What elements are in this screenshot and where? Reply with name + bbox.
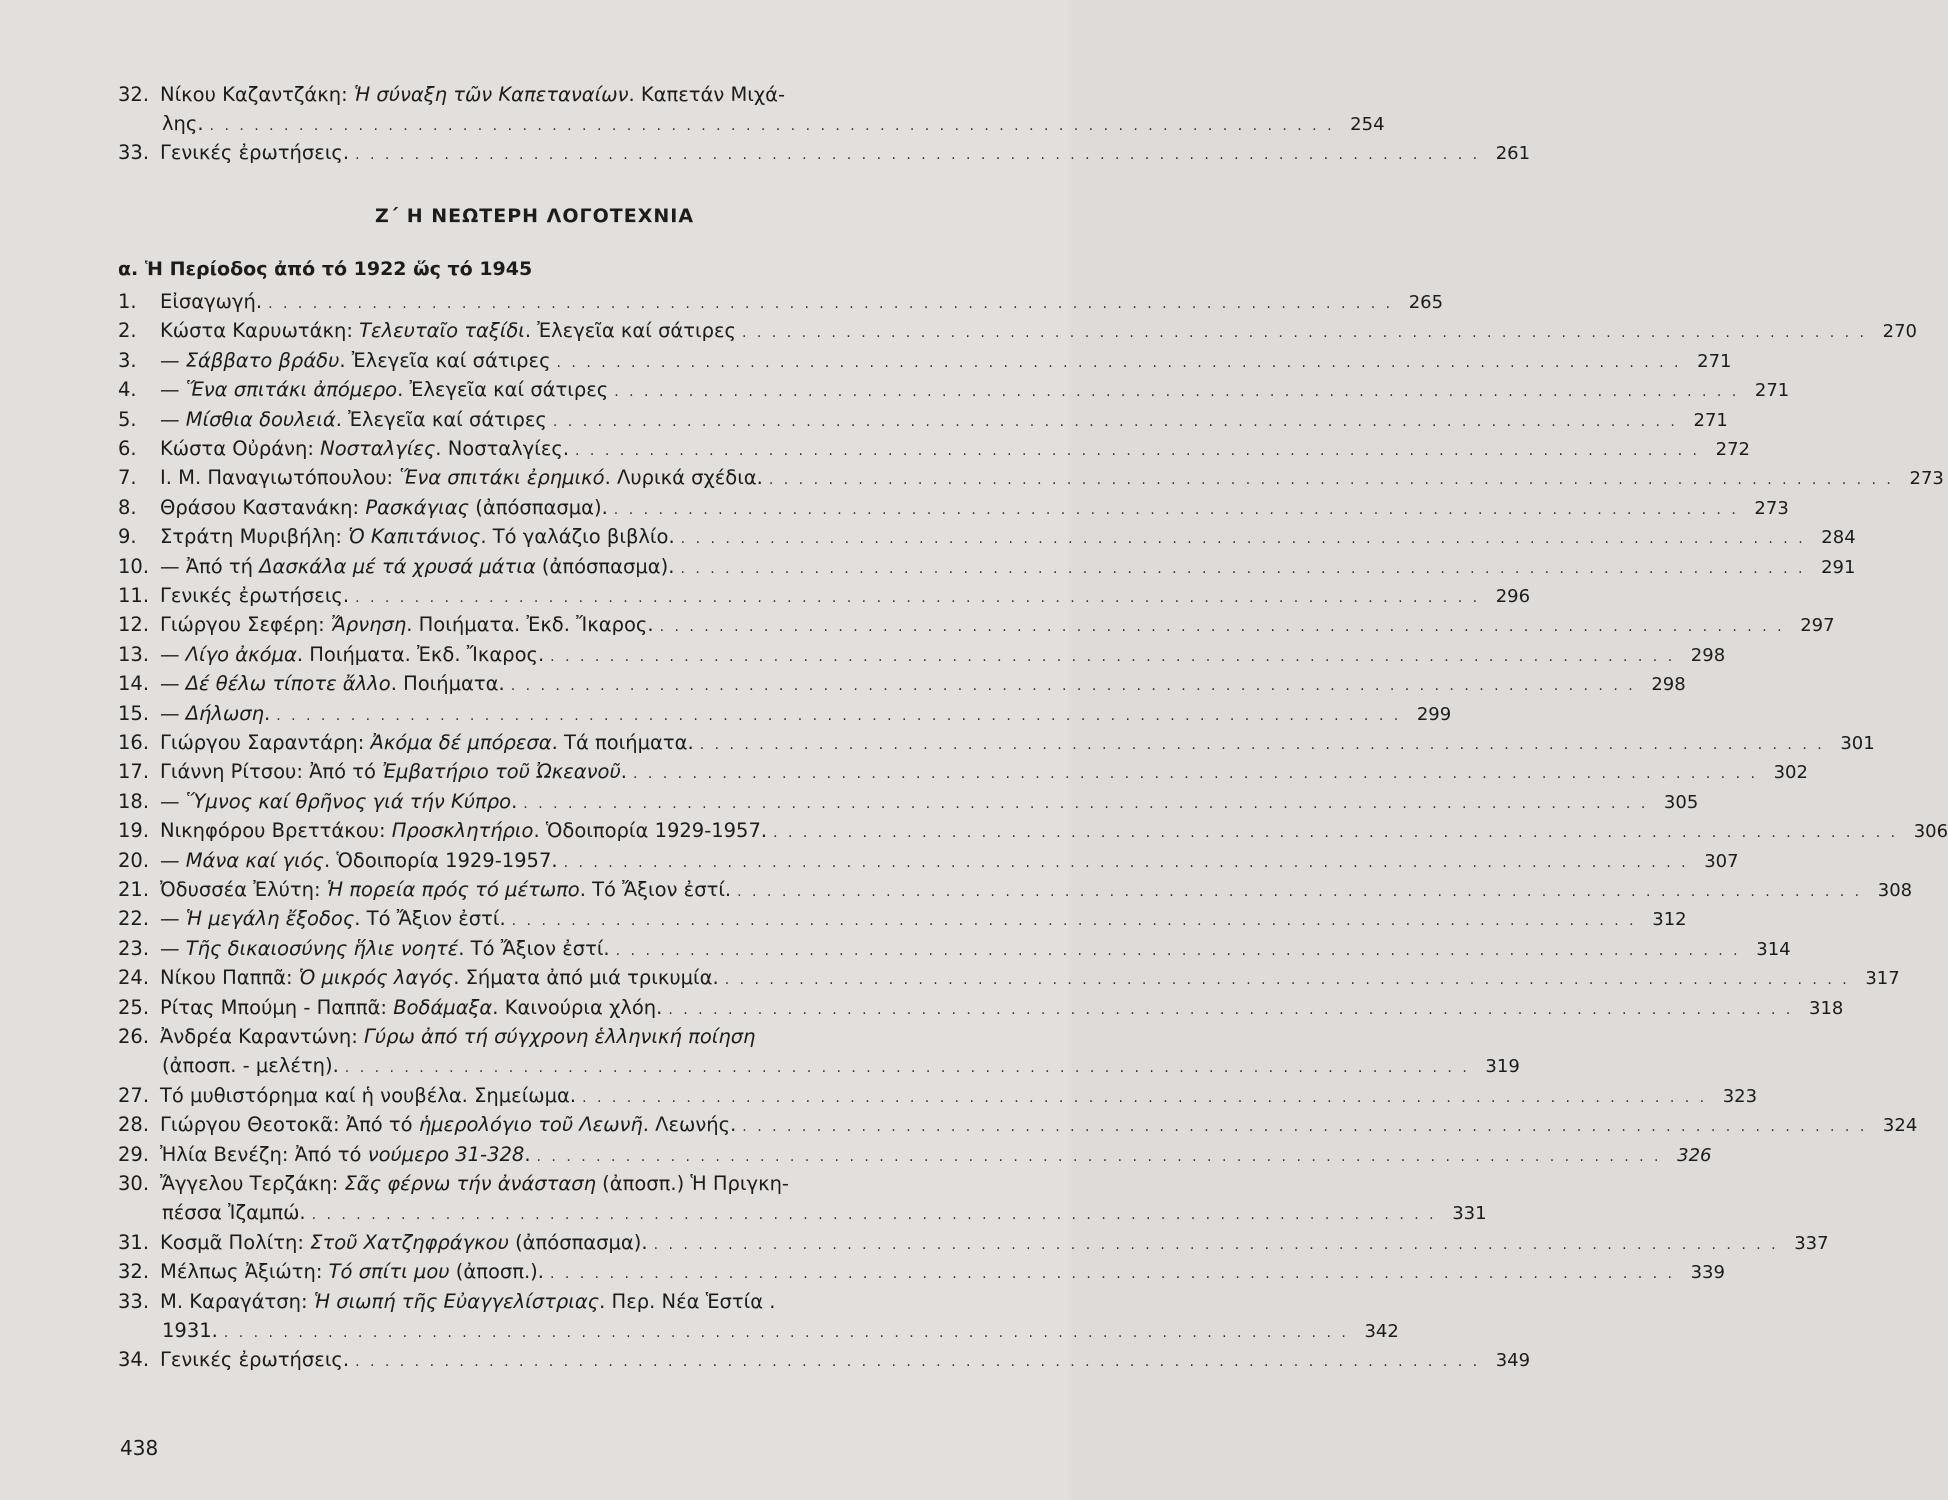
dot-leader: . . . . . . . . . . . . . . . . . . . . . . . . . . . . . . . . . . . . . . . . . . . . . . . . . . . . . . . . . . . . . . . . . . . . . . . . . . . . [742, 325, 1867, 341]
entry-work-title: Ἡ σύναξη τῶν Καπεταναίων [353, 83, 629, 106]
toc-entry [118, 757, 1808, 787]
entry-page: 306 [1913, 821, 1948, 842]
entry-work-title: Ρασκάγιας [365, 496, 470, 519]
entry-title [160, 993, 662, 1023]
toc-entry [118, 993, 1844, 1023]
entry-title [160, 875, 731, 905]
entry-title [160, 640, 544, 670]
dot-leader: . . . . . . . . . . . . . . . . . . . . . . . . . . . . . . . . . . . . . . . . . . . . . . . . . . . . . . . . . . . . . . . . . . . . . . . . . . . . [355, 590, 1481, 606]
entry-page: 339 [1690, 1262, 1725, 1283]
toc-entry [118, 346, 1732, 376]
entry-continuation-text: λης. [162, 112, 204, 135]
entry-title [160, 934, 610, 964]
dot-leader: . . . . . . . . . . . . . . . . . . . . . . . . . . . . . . . . . . . . . . . . . . . . . . . . . . . . . . . . . . . . . . . . . . . . . . . . . . . . [737, 884, 1863, 900]
entry-source: . Καινούρια χλόη. [492, 996, 663, 1019]
toc-entry-continuation [162, 109, 1385, 139]
entry-title [160, 669, 505, 699]
entry-work-title: Μάνα καί γιός [185, 849, 324, 872]
entry-title [160, 316, 736, 346]
entry-title [160, 1287, 776, 1317]
entry-source: . [511, 790, 518, 813]
toc-entry [118, 1257, 1725, 1287]
entry-source: (ἀποσπ.) Ἡ Πριγκη- [595, 1172, 789, 1195]
entry-number: 13. [118, 643, 150, 666]
entry-source: . [620, 760, 627, 783]
dot-leader: . . . . . . . . . . . . . . . . . . . . . . . . . . . . . . . . . . . . . . . . . . . . . . . . . . . . . . . . . . . . . . . . . . . . . . . . . . . . [552, 414, 1678, 430]
toc-entry [118, 816, 1948, 846]
toc-entry [118, 493, 1789, 523]
entry-source: . Ποιήματα. Ἐκδ. Ἴκαρος. [296, 643, 545, 666]
entry-work-title: Τελευταῖο ταξίδι [359, 319, 525, 342]
entry-page: 342 [1364, 1321, 1399, 1342]
entry-page: 271 [1697, 351, 1732, 372]
entry-author: Ἀνδρέα Καραντώνη: [160, 1025, 364, 1048]
entry-page: 299 [1416, 704, 1452, 725]
dot-leader: . . . . . . . . . . . . . . . . . . . . . . . . . . . . . . . . . . . . . . . . . . . . . . . . . . . . . . . . . . . . . . . . . . . . . . . . . . . . [311, 1207, 1437, 1223]
entry-continuation-text: (ἀποσπ. - μελέτη). [162, 1054, 339, 1077]
toc-entry [118, 138, 1531, 168]
toc-entry [118, 1169, 986, 1199]
entry-work-title: Ἡ πορεία πρός τό μέτωπο [326, 878, 580, 901]
entry-title [160, 728, 694, 758]
dot-leader: . . . . . . . . . . . . . . . . . . . . . . . . . . . . . . . . . . . . . . . . . . . . . . . . . . . . . . . . . . . . . . . . . . . . . . . . . . . . [536, 1149, 1662, 1165]
toc-entry [118, 640, 1726, 670]
entry-page: 331 [1452, 1203, 1487, 1224]
entry-title [160, 287, 262, 317]
dot-leader: . . . . . . . . . . . . . . . . . . . . . . . . . . . . . . . . . . . . . . . . . . . . . . . . . . . . . . . . . . . . . . . . . . . . . . . . . . . . [355, 147, 1481, 163]
entry-page: 318 [1809, 998, 1844, 1019]
entry-number: 26. [118, 1025, 150, 1048]
entry-title [160, 463, 763, 493]
entry-continuation-text: πέσσα Ἰζαμπώ. [162, 1201, 306, 1224]
entry-author: — [160, 672, 186, 695]
dot-leader: . . . . . . . . . . . . . . . . . . . . . . . . . . . . . . . . . . . . . . . . . . . . . . . . . . . . . . . . . . . . . . . . . . . . . . . . . . . . [742, 1119, 1868, 1135]
entry-author: Γιάννη Ρίτσου: Ἀπό τό [160, 760, 383, 783]
entry-source: . Ἐλεγεῖα καί σάτιρες [335, 408, 547, 431]
entry-author: Γενικές ἐρωτήσεις. [160, 584, 350, 607]
dot-leader: . . . . . . . . . . . . . . . . . . . . . . . . . . . . . . . . . . . . . . . . . . . . . . . . . . . . . . . . . . . . . . . . . . . . . . . . . . . . [615, 943, 1741, 959]
entry-page: 302 [1773, 762, 1808, 783]
entry-page: 298 [1651, 674, 1686, 695]
entry-source: (ἀπόσπασμα). [508, 1231, 648, 1254]
entry-source: (ἀποσπ.). [449, 1260, 544, 1283]
dot-leader: . . . . . . . . . . . . . . . . . . . . . . . . . . . . . . . . . . . . . . . . . . . . . . . . . . . . . . . . . . . . . . . . . . . . . . . . . . . . [355, 1354, 1481, 1370]
entry-work-title: Ἕνα σπιτάκι ἀπόμερο [185, 378, 398, 401]
entry-number: 29. [118, 1143, 150, 1166]
entry-author: Κοσμᾶ Πολίτη: [160, 1231, 311, 1254]
dot-leader: . . . . . . . . . . . . . . . . . . . . . . . . . . . . . . . . . . . . . . . . . . . . . . . . . . . . . . . . . . . . . . . . . . . . . . . . . . . . [668, 1002, 1794, 1018]
entry-author: — [160, 849, 186, 872]
entry-page: 296 [1495, 586, 1531, 607]
entry-work-title: Ὁ Καπιτάνιος [348, 525, 481, 548]
entry-title [160, 1110, 736, 1140]
entry-number: 1. [118, 290, 137, 313]
entry-page: 273 [1754, 498, 1789, 519]
toc-entry [118, 904, 1687, 934]
entry-page: 314 [1756, 939, 1791, 960]
toc-entry [118, 1081, 1758, 1111]
entry-source: . Ἐλεγεῖα καί σάτιρες [397, 378, 609, 401]
entry-number: 17. [118, 760, 150, 783]
subsection-heading: α. Ἡ Περίοδος ἀπό τό 1922 ὥς τό 1945 [118, 258, 533, 280]
dot-leader: . . . . . . . . . . . . . . . . . . . . . . . . . . . . . . . . . . . . . . . . . . . . . . . . . . . . . . . . . . . . . . . . . . . . . . . . . . . . [549, 1266, 1675, 1282]
entry-work-title: Τῆς δικαιοσύνης ἥλιε νοητέ [185, 937, 459, 960]
entry-work-title: Βοδάμαξα [393, 996, 493, 1019]
entry-source: . Καπετάν Μιχά- [628, 83, 786, 106]
entry-author: Γιώργου Σαραντάρη: [160, 731, 371, 754]
entry-page: 349 [1495, 1350, 1531, 1371]
entry-author: Θράσου Καστανάκη: [160, 496, 366, 519]
entry-title [160, 1081, 576, 1111]
entry-page: 312 [1652, 909, 1687, 930]
entry-source: . Ποιήματα. [390, 672, 505, 695]
toc-entry [118, 728, 1875, 758]
entry-number: 23. [118, 937, 150, 960]
entry-author: Γενικές ἐρωτήσεις. [160, 141, 350, 164]
toc-entry [118, 80, 986, 110]
entry-source: . Περ. Νέα Ἑστία . [599, 1290, 776, 1313]
entry-number: 3. [118, 349, 137, 372]
dot-leader: . . . . . . . . . . . . . . . . . . . . . . . . . . . . . . . . . . . . . . . . . . . . . . . . . . . . . . . . . . . . . . . . . . . . . . . . . . . . [614, 384, 1740, 400]
entry-source: (ἀπόσπασμα). [535, 555, 675, 578]
entry-source: (ἀπόσπασμα). [469, 496, 608, 519]
entry-work-title: ἡμερολόγιο τοῦ Λεωνῆ [418, 1113, 643, 1136]
entry-title [160, 346, 551, 376]
entry-page: 307 [1704, 851, 1739, 872]
entry-title [160, 610, 654, 640]
dot-leader: . . . . . . . . . . . . . . . . . . . . . . . . . . . . . . . . . . . . . . . . . . . . . . . . . . . . . . . . . . . . . . . . . . . . . . . . . . . . [276, 708, 1402, 724]
entry-number: 10. [118, 555, 150, 578]
entry-author: — Ἀπό τή [160, 555, 260, 578]
toc-entry [118, 463, 1944, 493]
entry-work-title: Ἡ σιωπή τῆς Εὐαγγελίστριας [313, 1290, 600, 1313]
entry-work-title: Ἡ μεγάλη ἔξοδος [185, 907, 355, 930]
entry-title [160, 581, 349, 611]
entry-title [160, 80, 785, 110]
dot-leader: . . . . . . . . . . . . . . . . . . . . . . . . . . . . . . . . . . . . . . . . . . . . . . . . . . . . . . . . . . . . . . . . . . . . . . . . . . . . [659, 619, 1785, 635]
entry-number: 25. [118, 996, 150, 1019]
entry-author: — [160, 790, 186, 813]
entry-number: 32. [118, 83, 150, 106]
page-number: 438 [120, 1436, 159, 1460]
entry-number: 22. [118, 907, 150, 930]
entry-number: 4. [118, 378, 137, 401]
entry-work-title: Ἕνα σπιτάκι ἐρημικό [399, 466, 605, 489]
entry-author: Ὀδυσσέα Ἐλύτη: [160, 878, 327, 901]
toc-entry [118, 316, 1917, 346]
dot-leader: . . . . . . . . . . . . . . . . . . . . . . . . . . . . . . . . . . . . . . . . . . . . . . . . . . . . . . . . . . . . . . . . . . . . . . . . . . . . [724, 972, 1850, 988]
entry-author: Εἰσαγωγή. [160, 290, 263, 313]
entry-work-title: Προσκλητήριο [391, 819, 534, 842]
toc-entry [118, 522, 1856, 552]
entry-work-title: Ἀκόμα δέ μπόρεσα [370, 731, 552, 754]
entry-source: . Λυρικά σχέδια. [604, 466, 763, 489]
entry-author: — [160, 408, 186, 431]
dot-leader: . . . . . . . . . . . . . . . . . . . . . . . . . . . . . . . . . . . . . . . . . . . . . . . . . . . . . . . . . . . . . . . . . . . . . . . . . . . . [613, 502, 1739, 518]
entry-title [160, 1345, 349, 1375]
entry-source: . Ἐλεγεῖα καί σάτιρες [339, 349, 551, 372]
entry-work-title: Δήλωση [185, 702, 264, 725]
entry-title [160, 375, 608, 405]
toc-entry [118, 875, 1913, 905]
toc-entry [118, 934, 1791, 964]
toc-entry-continuation [162, 1198, 1487, 1228]
entry-author: Ρίτας Μπούμη - Παππᾶ: [160, 996, 394, 1019]
entry-page: 319 [1485, 1056, 1520, 1077]
entry-author: Ἠλία Βενέζη: Ἀπό τό [160, 1143, 368, 1166]
dot-leader: . . . . . . . . . . . . . . . . . . . . . . . . . . . . . . . . . . . . . . . . . . . . . . . . . . . . . . . . . . . . . . . . . . . . . . . . . . . . [653, 1237, 1779, 1253]
entry-work-title: Γύρω ἀπό τή σύγχρονη ἑλληνική ποίηση [364, 1025, 756, 1048]
entry-author: Γιώργου Σεφέρη: [160, 613, 331, 636]
section-heading: Ζ΄ Η ΝΕΩΤΕΡΗ ΛΟΓΟΤΕΧΝΙΑ [374, 205, 695, 227]
entry-page: 323 [1722, 1086, 1758, 1107]
toc-entry-continuation [162, 1051, 1520, 1081]
dot-leader: . . . . . . . . . . . . . . . . . . . . . . . . . . . . . . . . . . . . . . . . . . . . . . . . . . . . . . . . . . . . . . . . . . . . . . . . . . . . [209, 118, 1335, 134]
entry-author: Κώστα Καρυωτάκη: [160, 319, 360, 342]
dot-leader: . . . . . . . . . . . . . . . . . . . . . . . . . . . . . . . . . . . . . . . . . . . . . . . . . . . . . . . . . . . . . . . . . . . . . . . . . . . . [510, 678, 1636, 694]
entry-page: 324 [1882, 1115, 1918, 1136]
toc-entry [118, 610, 1835, 640]
entry-page: 284 [1821, 527, 1856, 548]
toc-entry [118, 1140, 1712, 1170]
entry-author: Ι. Μ. Παναγιωτόπουλου: [160, 466, 400, 489]
entry-author: Στράτη Μυριβήλη: [160, 525, 349, 548]
entry-source: . Τό Ἄξιον ἐστί. [354, 907, 506, 930]
dot-leader: . . . . . . . . . . . . . . . . . . . . . . . . . . . . . . . . . . . . . . . . . . . . . . . . . . . . . . . . . . . . . . . . . . . . . . . . . . . . [556, 355, 1682, 371]
entry-author: Ἄγγελου Τερζάκη: [160, 1172, 345, 1195]
entry-title [160, 1228, 648, 1258]
toc-entry [118, 1287, 986, 1317]
toc-entry [118, 287, 1444, 317]
entry-title [160, 1022, 755, 1052]
toc-entry [118, 1228, 1829, 1258]
entry-number: 31. [118, 1231, 150, 1254]
entry-title [160, 787, 517, 817]
entry-number: 32. [118, 1260, 150, 1283]
entry-title [160, 405, 547, 435]
entry-author: Μ. Καραγάτση: [160, 1290, 314, 1313]
entry-source: . Τό Ἄξιον ἐστί. [458, 937, 610, 960]
dot-leader: . . . . . . . . . . . . . . . . . . . . . . . . . . . . . . . . . . . . . . . . . . . . . . . . . . . . . . . . . . . . . . . . . . . . . . . . . . . . [523, 796, 1649, 812]
toc-entry [118, 405, 1728, 435]
entry-work-title: Ὁ μικρός λαγός [298, 966, 454, 989]
toc-entry [118, 375, 1790, 405]
entry-page: 297 [1800, 615, 1835, 636]
entry-number: 19. [118, 819, 150, 842]
toc-entry [118, 552, 1856, 582]
entry-source: . Λεωνής. [642, 1113, 737, 1136]
entry-work-title: Στοῦ Χατζηφράγκου [310, 1231, 509, 1254]
entry-page: 308 [1877, 880, 1913, 901]
entry-number: 11. [118, 584, 150, 607]
dot-leader: . . . . . . . . . . . . . . . . . . . . . . . . . . . . . . . . . . . . . . . . . . . . . . . . . . . . . . . . . . . . . . . . . . . . . . . . . . . . [550, 649, 1676, 665]
entry-number: 6. [118, 437, 137, 460]
entry-author: Τό μυθιστόρημα καί ἡ νουβέλα. Σημείωμα. [160, 1084, 577, 1107]
entry-title [160, 757, 627, 787]
entry-page: 265 [1408, 292, 1444, 313]
entry-author: Κώστα Οὐράνη: [160, 437, 321, 460]
entry-number: 7. [118, 466, 137, 489]
entry-page: 271 [1693, 410, 1728, 431]
entry-source: . Τό Ἄξιον ἐστί. [579, 878, 732, 901]
entry-number: 27. [118, 1084, 150, 1107]
entry-number: 16. [118, 731, 150, 754]
entry-page: 291 [1821, 557, 1856, 578]
entry-title [160, 138, 349, 168]
entry-source: . Τό γαλάζιο βιβλίο. [480, 525, 675, 548]
entry-page: 261 [1495, 143, 1531, 164]
entry-page: 317 [1865, 968, 1900, 989]
entry-number: 18. [118, 790, 150, 813]
entry-page: 273 [1909, 468, 1944, 489]
entry-source: . Ὁδοιπορία 1929-1957. [323, 849, 558, 872]
entry-work-title: Σᾶς φέρνω τήν ἀνάσταση [344, 1172, 596, 1195]
dot-leader: . . . . . . . . . . . . . . . . . . . . . . . . . . . . . . . . . . . . . . . . . . . . . . . . . . . . . . . . . . . . . . . . . . . . . . . . . . . . [511, 913, 1637, 929]
entry-work-title: Μίσθια δουλειά [185, 408, 336, 431]
entry-title [160, 1140, 531, 1170]
entry-page: 272 [1715, 439, 1751, 460]
entry-work-title: Δασκάλα μέ τά χρυσά μάτια [259, 555, 536, 578]
entry-work-title: Ὕμνος καί θρῆνος γιά τήν Κύπρο [185, 790, 512, 813]
entry-source: . Ἐλεγεῖα καί σάτιρες [524, 319, 736, 342]
entry-work-title: νούμερο 31-328 [367, 1143, 525, 1166]
entry-page: 326 [1677, 1145, 1712, 1166]
entry-number: 21. [118, 878, 150, 901]
entry-number: 8. [118, 496, 137, 519]
entry-work-title: Νοσταλγίες [320, 437, 436, 460]
entry-page: 298 [1690, 645, 1726, 666]
entry-author: — [160, 937, 186, 960]
entry-title [160, 552, 674, 582]
entry-continuation-text: 1931. [162, 1319, 218, 1342]
toc-entry [118, 963, 1900, 993]
dot-leader: . . . . . . . . . . . . . . . . . . . . . . . . . . . . . . . . . . . . . . . . . . . . . . . . . . . . . . . . . . . . . . . . . . . . . . . . . . . . [344, 1060, 1470, 1076]
entry-source: . Ποιήματα. Ἐκδ. Ἴκαρος. [406, 613, 654, 636]
toc-entry [118, 1345, 1531, 1375]
entry-number: 24. [118, 966, 150, 989]
entry-source: . [264, 702, 271, 725]
entry-page: 254 [1350, 114, 1385, 135]
toc-entry [118, 434, 1751, 464]
entry-author: — [160, 643, 186, 666]
entry-title [160, 904, 506, 934]
entry-work-title: Δέ θέλω τίποτε ἄλλο [185, 672, 391, 695]
toc-entry [118, 699, 1452, 729]
entry-author: Νικηφόρου Βρεττάκου: [160, 819, 392, 842]
entry-work-title: Ἐμβατήριο τοῦ Ὠκεανοῦ [382, 760, 621, 783]
entry-title [160, 493, 608, 523]
toc-entry [118, 787, 1699, 817]
entry-number: 12. [118, 613, 150, 636]
entry-number: 28. [118, 1113, 150, 1136]
entry-work-title: Λίγο ἀκόμα [185, 643, 297, 666]
toc-entry [118, 846, 1739, 876]
entry-work-title: Τό σπίτι μου [328, 1260, 450, 1283]
dot-leader: . . . . . . . . . . . . . . . . . . . . . . . . . . . . . . . . . . . . . . . . . . . . . . . . . . . . . . . . . . . . . . . . . . . . . . . . . . . . [582, 1090, 1708, 1106]
entry-author: — [160, 378, 186, 401]
entry-author: Νίκου Καζαντζάκη: [160, 83, 354, 106]
dot-leader: . . . . . . . . . . . . . . . . . . . . . . . . . . . . . . . . . . . . . . . . . . . . . . . . . . . . . . . . . . . . . . . . . . . . . . . . . . . . [268, 296, 1394, 312]
entry-author: Γιώργου Θεοτοκᾶ: Ἀπό τό [160, 1113, 419, 1136]
dot-leader: . . . . . . . . . . . . . . . . . . . . . . . . . . . . . . . . . . . . . . . . . . . . . . . . . . . . . . . . . . . . . . . . . . . . . . . . . . . . [223, 1325, 1349, 1341]
entry-work-title: Σάββατο βράδυ [185, 349, 340, 372]
dot-leader: . . . . . . . . . . . . . . . . . . . . . . . . . . . . . . . . . . . . . . . . . . . . . . . . . . . . . . . . . . . . . . . . . . . . . . . . . . . . [632, 766, 1758, 782]
entry-title [160, 522, 675, 552]
entry-page: 337 [1794, 1233, 1829, 1254]
entry-source: . [524, 1143, 531, 1166]
entry-author: Μέλπως Ἀξιώτη: [160, 1260, 329, 1283]
entry-number: 2. [118, 319, 137, 342]
entry-author: — [160, 907, 186, 930]
entry-title [160, 846, 558, 876]
entry-author: — [160, 702, 186, 725]
entry-author: Γενικές ἐρωτήσεις. [160, 1348, 350, 1371]
entry-title [160, 963, 719, 993]
entry-number: 14. [118, 672, 150, 695]
entry-source: . Ὁδοιπορία 1929-1957. [533, 819, 768, 842]
toc-entry [118, 669, 1686, 699]
entry-number: 33. [118, 1290, 150, 1313]
entry-source: . Νοσταλγίες. [435, 437, 570, 460]
entry-title [160, 816, 767, 846]
toc-entry-continuation [162, 1316, 1399, 1346]
dot-leader: . . . . . . . . . . . . . . . . . . . . . . . . . . . . . . . . . . . . . . . . . . . . . . . . . . . . . . . . . . . . . . . . . . . . . . . . . . . . [680, 531, 1806, 547]
entry-page: 301 [1840, 733, 1875, 754]
entry-work-title: Ἄρνηση [330, 613, 407, 636]
entry-title [160, 1257, 544, 1287]
entry-title [160, 1169, 789, 1199]
entry-title [160, 434, 569, 464]
entry-source: . Σήματα ἀπό μιά τρικυμία. [453, 966, 719, 989]
toc-entry [118, 1022, 986, 1052]
entry-number: 15. [118, 702, 150, 725]
entry-number: 20. [118, 849, 150, 872]
entry-number: 5. [118, 408, 137, 431]
entry-author: Νίκου Παππᾶ: [160, 966, 299, 989]
entry-number: 33. [118, 141, 150, 164]
entry-number: 30. [118, 1172, 150, 1195]
entry-title [160, 699, 270, 729]
dot-leader: . . . . . . . . . . . . . . . . . . . . . . . . . . . . . . . . . . . . . . . . . . . . . . . . . . . . . . . . . . . . . . . . . . . . . . . . . . . . [575, 443, 1701, 459]
entry-author: — [160, 349, 186, 372]
dot-leader: . . . . . . . . . . . . . . . . . . . . . . . . . . . . . . . . . . . . . . . . . . . . . . . . . . . . . . . . . . . . . . . . . . . . . . . . . . . . [773, 825, 1899, 841]
entry-source: . Τά ποιήματα. [551, 731, 694, 754]
entry-page: 270 [1882, 321, 1917, 342]
dot-leader: . . . . . . . . . . . . . . . . . . . . . . . . . . . . . . . . . . . . . . . . . . . . . . . . . . . . . . . . . . . . . . . . . . . . . . . . . . . . [563, 855, 1689, 871]
dot-leader: . . . . . . . . . . . . . . . . . . . . . . . . . . . . . . . . . . . . . . . . . . . . . . . . . . . . . . . . . . . . . . . . . . . . . . . . . . . . [680, 561, 1806, 577]
entry-number: 9. [118, 525, 137, 548]
dot-leader: . . . . . . . . . . . . . . . . . . . . . . . . . . . . . . . . . . . . . . . . . . . . . . . . . . . . . . . . . . . . . . . . . . . . . . . . . . . . [699, 737, 1825, 753]
entry-number: 34. [118, 1348, 150, 1371]
entry-page: 271 [1754, 380, 1790, 401]
entry-page: 305 [1663, 792, 1699, 813]
toc-entry [118, 581, 1531, 611]
toc-entry [118, 1110, 1918, 1140]
dot-leader: . . . . . . . . . . . . . . . . . . . . . . . . . . . . . . . . . . . . . . . . . . . . . . . . . . . . . . . . . . . . . . . . . . . . . . . . . . . . [768, 472, 1894, 488]
